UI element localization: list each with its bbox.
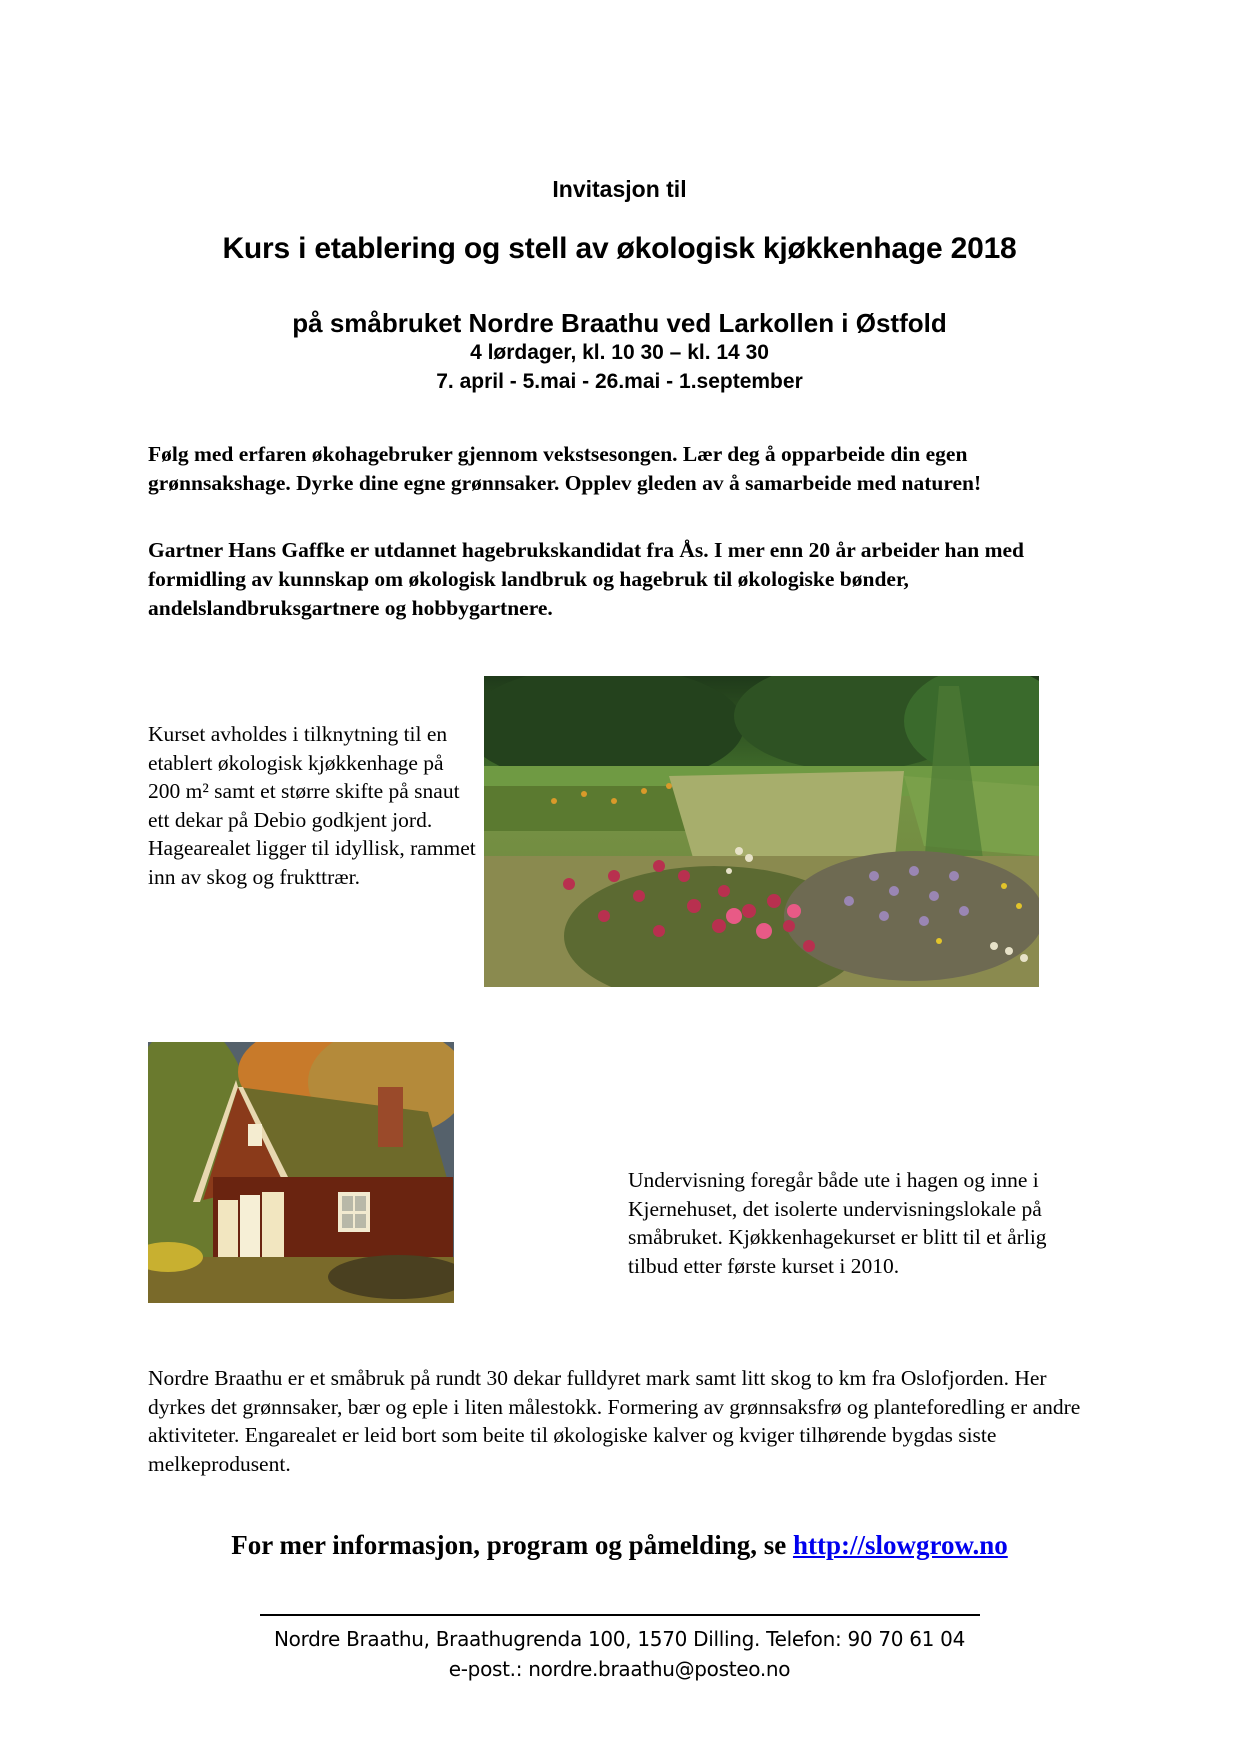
schedule-dates: 7. april - 5.mai - 26.mai - 1.september bbox=[436, 370, 803, 393]
info-prefix: For mer informasjon, program og påmelding, se bbox=[231, 1530, 793, 1560]
website-link[interactable]: http://slowgrow.no bbox=[792, 1530, 1008, 1560]
intro-paragraph: Følg med erfaren økohagebruker gjennom vekstsesongen. Lær deg å opparbeide din egen grønnsakshage. Dyrke dine egne grønnsaker. Opplev gleden av å samarbeide med naturen! bbox=[148, 442, 982, 495]
invite-line: Invitasjon til bbox=[552, 176, 687, 202]
footer-email: e-post.: nordre.braathu@posteo.no bbox=[448, 1657, 791, 1681]
farm-description: Nordre Braathu er et småbruk på rundt 30 dekar fulldyret mark samt litt skog to km fra Oslofjorden. Her dyrkes det grønnsaker, bær og eple i liten målestokk. Formering av grønnsaksfrø og planteforedling er andre aktiviteter. Engarealet er leid bort som beite til økologiske kalver og kviger tilhørende bygdas siste melkeprodusent. bbox=[148, 1366, 1081, 1476]
course-location-text: Kurset avholdes i tilknytning til en etablert økologisk kjøkkenhage på 200 m² samt et større skifte på snaut ett dekar på Debio godkjent jord. Hagearealet ligger til idyllisk, rammet inn av skog og frukttrær. bbox=[148, 722, 476, 889]
garden-photo bbox=[484, 676, 1039, 987]
page-title: Kurs i etablering og stell av økologisk kjøkkenhage 2018 bbox=[222, 232, 1017, 265]
instructor-paragraph: Gartner Hans Gaffke er utdannet hagebrukskandidat fra Ås. I mer enn 20 år arbeider han med formidling av kunnskap om økologisk landbruk og hagebruk til økologiske bønder, andelslandbruksgartnere og hobbygartnere. bbox=[148, 538, 1024, 620]
garden-photo-illustration bbox=[484, 676, 1039, 987]
info-line bbox=[0, 1530, 1239, 1561]
subtitle: på småbruket Nordre Braathu ved Larkollen i Østfold bbox=[292, 308, 947, 338]
teaching-text: Undervisning foregår både ute i hagen og inne i Kjernehuset, det isolerte undervisningslokale på småbruket. Kjøkkenhagekurset er blitt til et årlig tilbud etter første kurset i 2010. bbox=[628, 1168, 1047, 1278]
schedule-days: 4 lørdager, kl. 10 30 – kl. 14 30 bbox=[470, 341, 769, 364]
footer-divider bbox=[260, 1614, 980, 1616]
footer-address: Nordre Braathu, Braathugrenda 100, 1570 Dilling. Telefon: 90 70 61 04 bbox=[273, 1627, 966, 1651]
house-photo bbox=[148, 1042, 454, 1303]
house-photo-illustration bbox=[148, 1042, 454, 1303]
